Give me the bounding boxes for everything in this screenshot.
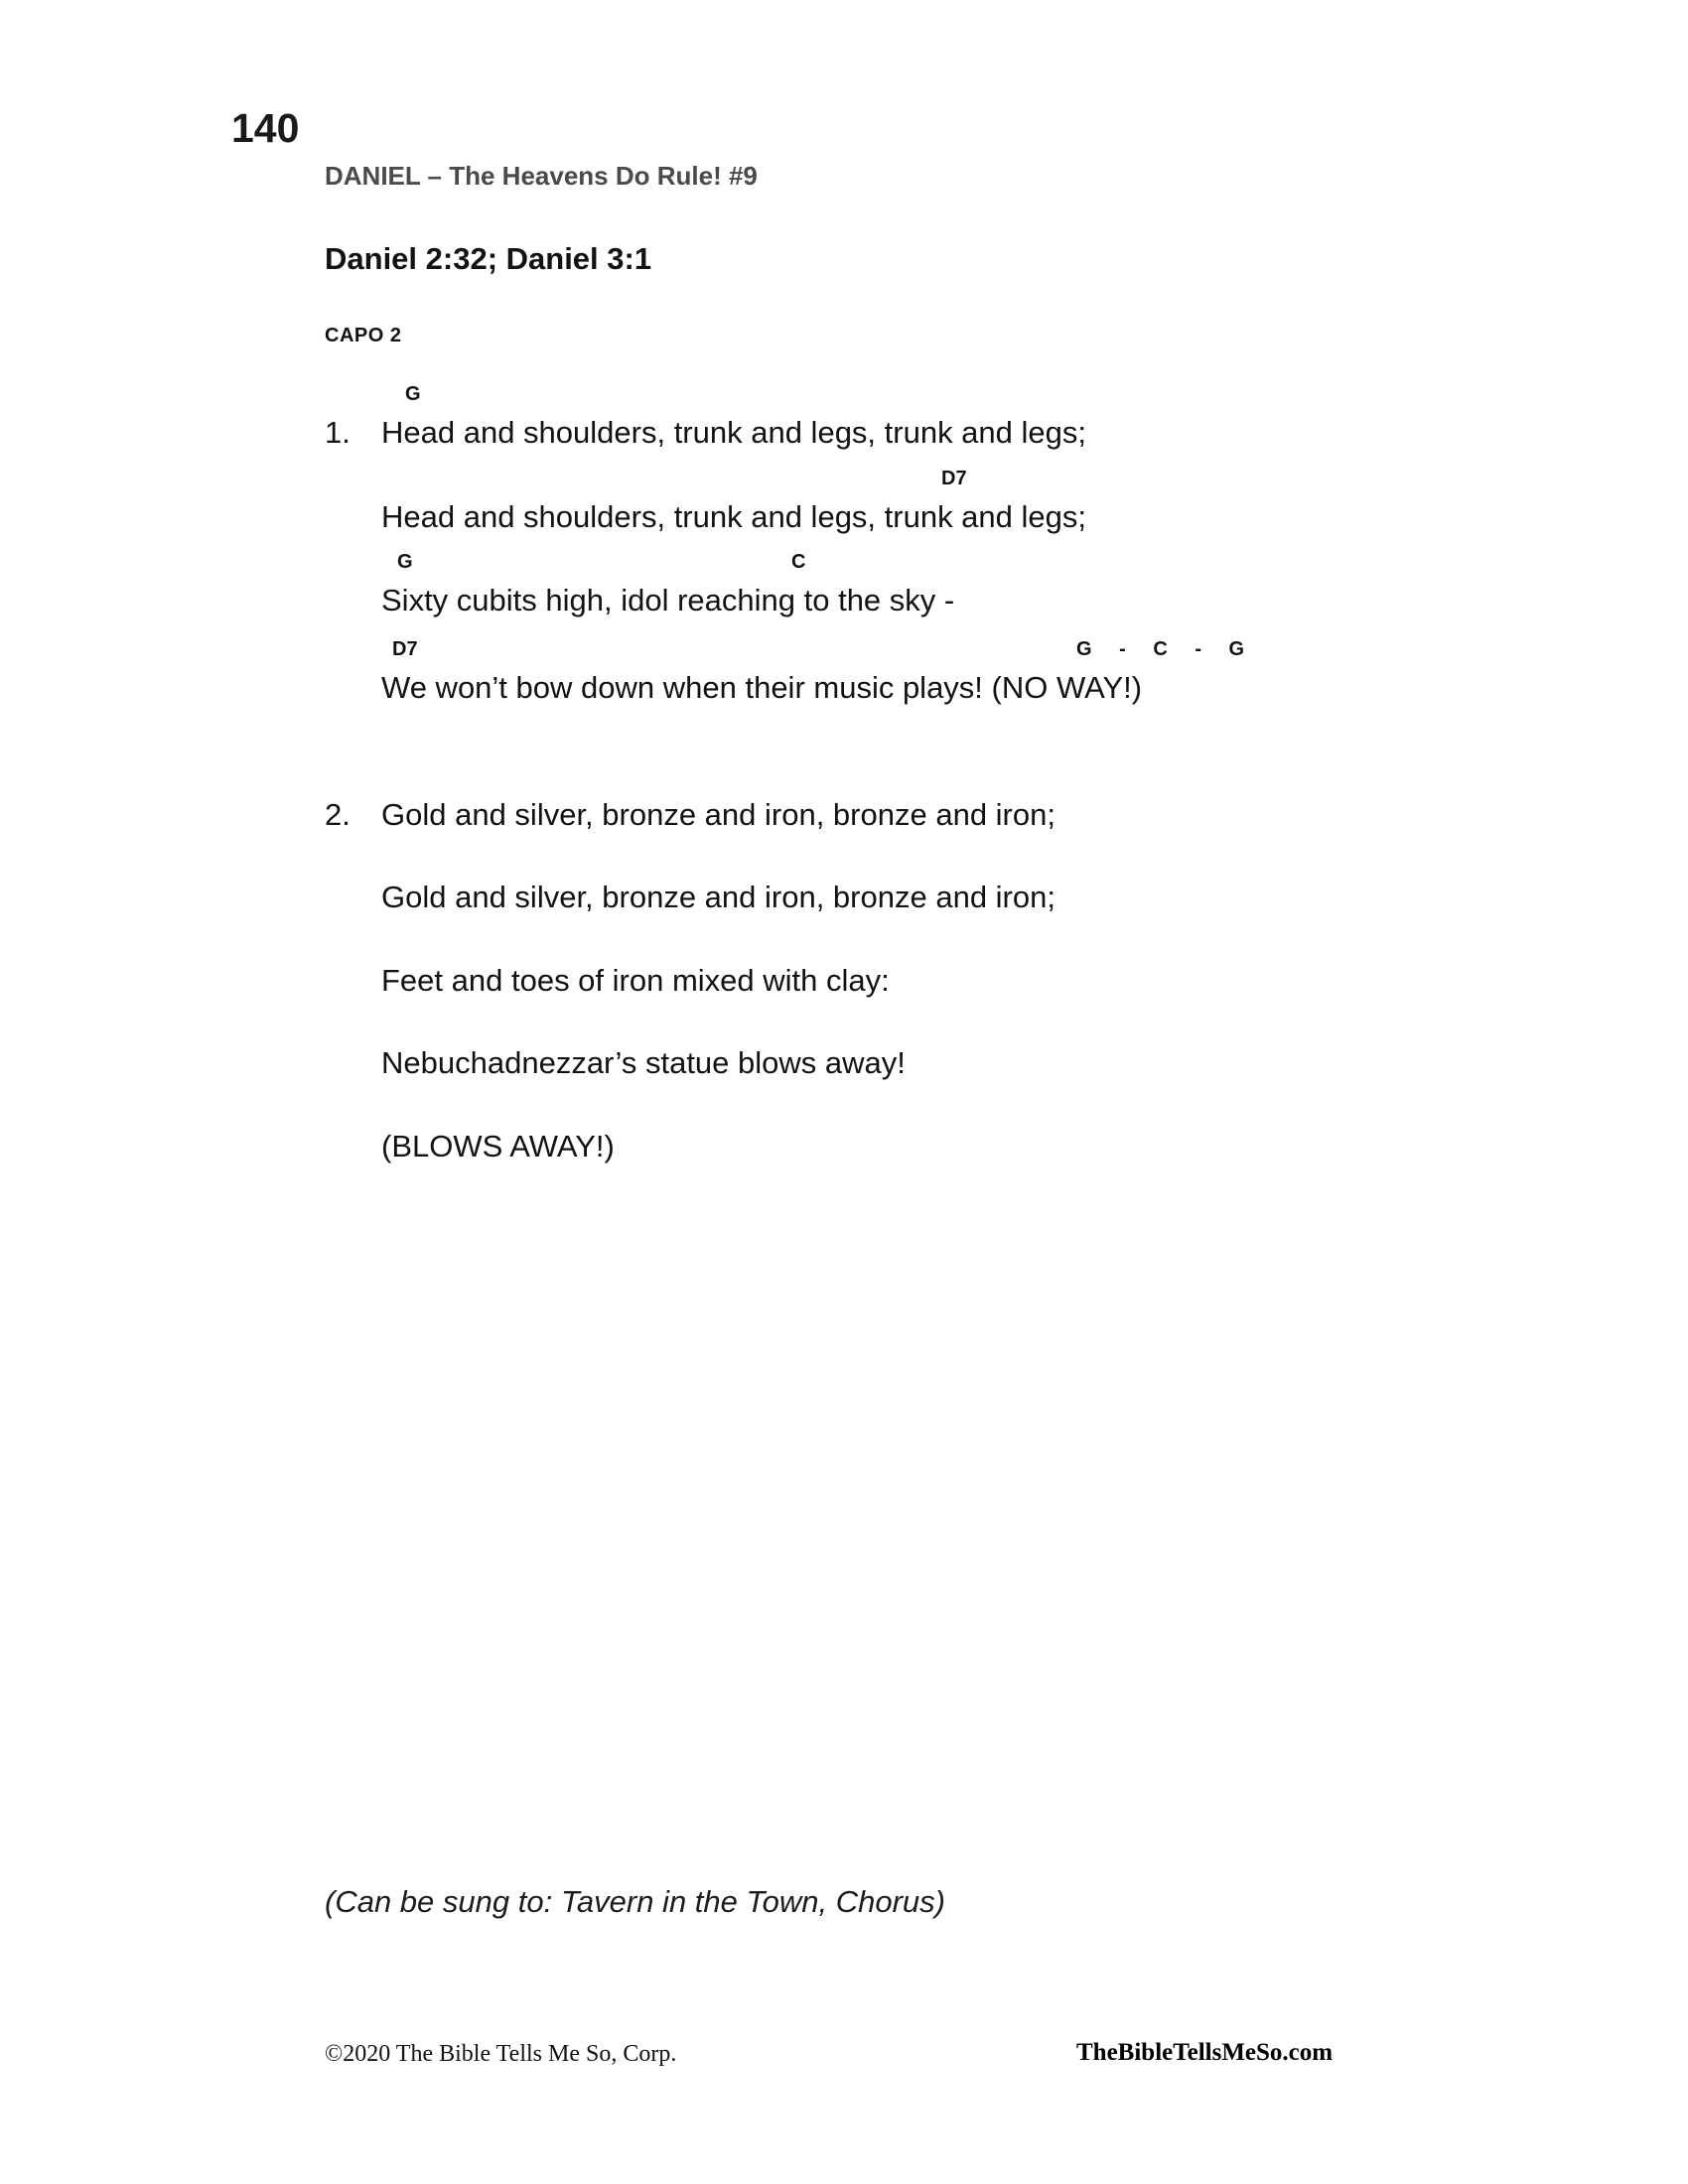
lyric-text: We won’t bow down when their music plays! (NO WAY!) <box>381 670 1143 705</box>
lyric-text: Sixty cubits high, idol reaching to the sky - <box>381 583 955 617</box>
lyric-line <box>381 498 1086 537</box>
lyric-line <box>381 1044 906 1083</box>
chord-c: C <box>791 551 806 573</box>
chord-g: G <box>397 551 413 573</box>
verse-number: 1. <box>325 415 351 450</box>
scripture-reference: Daniel 2:32; Daniel 3:1 <box>325 241 652 276</box>
lyric-line <box>381 1128 615 1166</box>
tune-note: (Can be sung to: Tavern in the Town, Chorus) <box>325 1884 945 1919</box>
lyric-text: Feet and toes of iron mixed with clay: <box>381 963 890 998</box>
lyric-line <box>325 414 1086 453</box>
song-series-title: DANIEL – The Heavens Do Rule! #9 <box>325 161 758 191</box>
chord-g: G <box>405 383 421 405</box>
verse-number: 2. <box>325 797 351 832</box>
lyric-line <box>381 879 1055 917</box>
chord-d7: D7 <box>941 468 967 489</box>
lyric-text: (BLOWS AWAY!) <box>381 1129 615 1163</box>
lyric-text: Head and shoulders, trunk and legs, trunk and legs; <box>381 415 1087 450</box>
lyric-line <box>325 796 1055 835</box>
lyric-text: Gold and silver, bronze and iron, bronze and iron; <box>381 797 1055 832</box>
lyric-text: Head and shoulders, trunk and legs, trunk and legs; <box>381 499 1087 534</box>
lyric-line <box>381 962 890 1001</box>
website-text: TheBibleTellsMeSo.com <box>1076 2039 1334 2066</box>
lyric-text: Gold and silver, bronze and iron, bronze and iron; <box>381 880 1055 914</box>
lyric-line <box>381 582 954 620</box>
chord-d7: D7 <box>392 638 418 660</box>
chord-g-c-g: G - C - G <box>1076 638 1245 660</box>
page-number: 140 <box>231 105 300 151</box>
capo-label: CAPO 2 <box>325 325 402 346</box>
lyric-line <box>381 669 1142 708</box>
lyric-text: Nebuchadnezzar’s statue blows away! <box>381 1045 906 1080</box>
copyright-notice: ©2020 The Bible Tells Me So, Corp. <box>325 2041 677 2067</box>
